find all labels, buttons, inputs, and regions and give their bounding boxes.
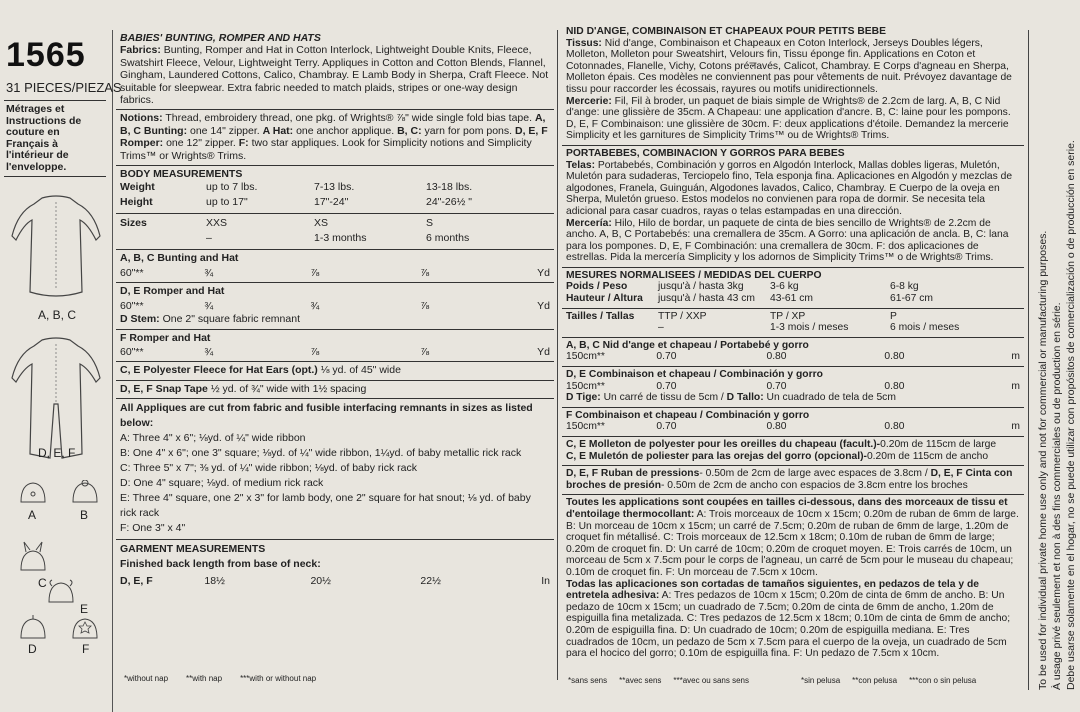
column-divider: [557, 30, 558, 680]
notions-a-text: one anchor applique.: [296, 124, 395, 137]
pattern-number: 1565: [6, 36, 86, 74]
applique-e: E: Three 4" square, one 2" x 3" for lamb body, one 2" square for hat snout; ⅛ yd. of baby rick rack: [120, 492, 531, 520]
footnote: **with nap: [186, 674, 223, 683]
d-tige-label: D Tige:: [566, 392, 601, 404]
fr-de-title: D, E Combinaison et chapeau / Combinación y gorro: [566, 369, 823, 381]
snap-tape-text: ½ yd. of ¾" wide with 1½ spacing: [210, 382, 367, 395]
fabrics-text: Bunting, Romper and Hat in Cotton Interlock, Lightweight Double Knits, Fleece, Swatshirt Fleece, Velour, Lightweight Terry. Appliques in Cotton and Cotton Blends, Flannel, Gingham, Laundered Cottons, Calico, Chambray. E Lamb Body in Sherpa, Craft Fleece. Not suitable for sleepwear. Extra fabric needed to match plaids, stripes or one-way design fabrics.: [120, 44, 549, 107]
sizes-section: [116, 214, 554, 250]
ce-fr-label: C, E Molleton de polyester pour les oreilles du chapeau (facult.)-: [566, 439, 881, 450]
disclaimer-fr: À usage privé seulement et non à des fins commerciales ou de production en série.: [1051, 302, 1063, 690]
notions-bc-text: yarn for pom pons.: [424, 124, 513, 137]
snap-tape-label: D, E, F Snap Tape: [120, 382, 208, 395]
mois-value: 1-3 mois / meses: [770, 322, 849, 334]
height-row: [120, 195, 550, 210]
notions-abc-label: A, B, C Bunting:: [120, 112, 546, 137]
applique-a: A: Three 4" x 6"; ⅛yd. of ¼" wide ribbon: [120, 432, 306, 445]
mesures-title: MESURES NORMALISEES / MEDIDAS DEL CUERPO: [566, 269, 822, 281]
weight-xxs: up to 7 lbs.: [206, 181, 258, 194]
hauteur-value: 61-67 cm: [890, 293, 933, 305]
d-stem-text: One 2" square fabric remnant: [162, 313, 300, 326]
merceria-text: Hilo, Hilo de bordar, un paquete de cinta de bies sencillo de Wrights® de 2.2cm de ancho. A, B, C Portabebés: una cremallera de 35cm. A Gorro: una aplicación de ancla. B, C: lana para los pompones. D, E, F Combinación: una cremallera de 30cm. F: dos aplicaciones de estrellas. Pida la mercería Simplicity y los adornos de Simplicity Trims™ o de Wrights® Trims.: [566, 217, 1009, 264]
meterage-value: 0.80: [884, 380, 905, 392]
height-s: 24"-26½ ": [426, 196, 472, 209]
footnote: ***con o sin pelusa: [909, 676, 977, 685]
yardage-abc: [116, 250, 554, 283]
fr-sizes-section: [562, 309, 1024, 338]
notions-text: Thread, embroidery thread, one pkg. of Wrights® ⅞" wide single fold bias tape.: [165, 112, 533, 125]
mois-row: [566, 322, 1020, 334]
appl-fr-title: Toutes les applications sont coupées en tailles ci-dessous, dans des morceaux de tissu et d'entoilage thermocollant:: [566, 497, 1008, 520]
body-title: BODY MEASUREMENTS: [120, 168, 243, 181]
d-tallo-text: Un cuadrado de tela de 5cm: [766, 392, 896, 404]
poids-value: 6-8 kg: [890, 281, 919, 293]
notions-f-text: two star appliques. Look for Simplicity notions and Simplicity Trims™ or Wrights® Trims.: [120, 137, 532, 162]
d-tallo-label: D Tallo:: [726, 392, 764, 404]
notions-bc-label: B, C:: [397, 124, 422, 137]
notions-def-label: D, E, F Romper:: [120, 124, 548, 150]
english-column: [116, 30, 554, 690]
def-es-text: - 0.50m de 2cm de ancho con espacios de 3.8cm entre los broches: [661, 479, 968, 491]
hat-e-illustration: [46, 578, 76, 606]
hauteur-row: [566, 293, 1020, 305]
weight-s: 13-18 lbs.: [426, 181, 473, 194]
french-instructions-note: Métrages et Instructions de couture en Français à l'intérieur de l'enveloppe.: [4, 100, 106, 177]
french-spanish-column: [562, 24, 1024, 694]
label-c: C: [38, 576, 47, 590]
telas-label: Telas:: [566, 159, 595, 171]
left-column: [0, 30, 122, 712]
footnote: **avec sens: [619, 676, 662, 685]
tailles-label: Tailles / Tallas: [566, 310, 635, 322]
footnote: *sin pelusa: [801, 676, 841, 685]
footnote: **con pelusa: [852, 676, 898, 685]
footnote: *sans sens: [568, 676, 608, 685]
fr-fabrics-section: [562, 24, 1024, 146]
romper-illustration: [8, 334, 104, 464]
telas-text: Portabebés, Combinación y gorros en Algodón Interlock, Mallas dobles ligeras, Muletón, Muletón para sudaderas, Terciopelo fino, Tela esponja fina. Aplicaciones en Algodón y mezclas de algodones, Franela, Guinguán, Algodones lavados, Calico, Chambray. E Cuerpo de la oveja en Sherpa, Muletón grueso. Estos modelos no convienen para ropa de dormir. Se necesita tela adicional para casar cuadros, rayas o telas estampadas en una dirección.: [566, 159, 1013, 217]
yardage-unit: Yd: [537, 266, 550, 279]
weight-xs: 7-13 lbs.: [314, 181, 355, 194]
yardage-f-row: [120, 346, 550, 358]
fr-yardage-f: [562, 408, 1024, 437]
fabric-width: 60"**: [120, 345, 144, 358]
yardage-abc-title: A, B, C Bunting and Hat: [120, 252, 239, 265]
hat-c-illustration: [18, 540, 48, 574]
hat-a-illustration: [18, 480, 48, 506]
sizes-row: [120, 216, 550, 231]
yardage-value: ¾: [204, 266, 214, 279]
size-s: S: [426, 217, 434, 230]
fabric-width: 60"**: [120, 266, 144, 279]
height-xs: 17"-24": [314, 196, 349, 209]
bunting-illustration: [8, 192, 104, 304]
age-xxs: –: [206, 232, 212, 245]
merceria-label: Mercería:: [566, 217, 612, 229]
fr-f-title: F Combinaison et chapeau / Combinación y gorro: [566, 409, 810, 421]
def-es-label: D, E, F Cinta con broches de presión: [566, 468, 1013, 491]
meterage-unit: m: [1011, 351, 1020, 363]
fabrics-section: [116, 30, 554, 110]
hat-b-illustration: [70, 480, 100, 506]
ce-fr-text: 0.20m de 115cm de large: [880, 439, 997, 450]
disclaimer-en: To be used for individual private home use only and not for commercial or manufacturing purposes.: [1037, 230, 1049, 690]
ce-fleece-text: ⅛ yd. of 45" wide: [320, 364, 401, 377]
garment-measurements-section: [116, 540, 554, 592]
notions-label: Notions:: [120, 112, 163, 125]
yardage-unit: Yd: [537, 345, 550, 358]
yardage-de-row: [120, 300, 550, 312]
fabrics-label: Fabrics:: [120, 44, 161, 57]
ce-es-text: 0.20m de 115cm de ancho: [866, 450, 989, 462]
yardage-value: ⅞: [420, 345, 430, 358]
size-xs: XS: [314, 217, 329, 230]
taille-value: P: [890, 310, 897, 322]
mercerie-label: Mercerie:: [566, 95, 612, 107]
hauteur-value: 43-61 cm: [770, 293, 813, 305]
usage-disclaimer: [1034, 30, 1078, 690]
footnote: ***avec ou sans sens: [673, 676, 749, 685]
fabric-width: 150cm**: [566, 380, 605, 392]
label-e: E: [80, 602, 89, 616]
yardage-unit: Yd: [537, 299, 550, 312]
yardage-de: [116, 283, 554, 329]
yardage-value: ¾: [310, 299, 320, 312]
garment-subtitle: Finished back length from base of neck:: [120, 558, 321, 571]
fabric-width: 150cm**: [566, 351, 605, 363]
ce-es-label: C, E Muletón de poliester para las orejas del gorro (opcional)-: [566, 450, 867, 462]
fr-fleece-section: [562, 437, 1024, 466]
d-tige-text: Un carré de tissu de 5cm /: [603, 392, 724, 404]
poids-value: 3-6 kg: [770, 281, 799, 293]
mois-value: 6 mois / meses: [890, 322, 960, 334]
garment-unit: In: [541, 575, 550, 588]
def-fr-label: D, E, F Ruban de pressions: [566, 468, 700, 480]
label-def: D, E, F: [38, 446, 76, 460]
fr-f-row: [566, 421, 1020, 433]
footnote: ***with or without nap: [240, 674, 317, 683]
garment-view: D, E, F: [120, 575, 153, 588]
garment-length: 20½: [310, 575, 331, 588]
garment-row: [120, 574, 550, 589]
pieces-count: 31 PIECES/PIEZAS: [6, 80, 122, 95]
ce-fleece-label: C, E Polyester Fleece for Hat Ears (opt.): [120, 364, 318, 377]
notions-section: [116, 110, 554, 166]
yardage-value: ¾: [204, 299, 214, 312]
fr-footnotes: [562, 674, 1036, 687]
column-divider: [1028, 30, 1029, 690]
yardage-value: ⅞: [420, 299, 430, 312]
appl-es-text: A: Tres pedazos de 10cm x 15cm; 0.20m de cinta de 6mm de ancho. B: Un pedazo de 10cm x 15cm; un cuadrado de 7.5cm; 0.20m de cinta de 6mm de ancho, 1.20m de espiguilla fina metalizada. C: Tres pedazos de 12.5cm x 18cm; 0.10m de cinta de 6mm de ancho; 0.20m de espiguilla fina. D: Un cuadrado de 10cm; 0.20m de espiguilla mediana. E: Tres cuadrados de 10cm, un pedazo de 5cm x 7.5cm para el cuerpo de la oveja, un cuadrado de 5cm para el hocico del gorro; 0.10m de espiguilla fina. F: Un pedazo de 7.5cm x 10cm.: [566, 590, 1011, 660]
mois-value: –: [658, 322, 664, 334]
es-fabrics-section: [562, 146, 1024, 268]
applique-b: B: One 4" x 6"; one 3" square; ⅛yd. of ¼" wide ribbon, 1¼yd. of baby metallic rick rack: [120, 447, 522, 460]
meterage-value: 0.70: [656, 380, 677, 392]
meterage-value: 0.70: [656, 351, 677, 363]
garment-title: GARMENT MEASUREMENTS: [120, 543, 266, 556]
fr-body-section: [562, 268, 1024, 309]
yardage-de-title: D, E Romper and Hat: [120, 285, 225, 298]
yardage-value: ⅞: [310, 345, 320, 358]
yardage-f-title: F Romper and Hat: [120, 331, 211, 344]
size-xxs: XXS: [206, 217, 228, 230]
label-abc: A, B, C: [38, 308, 77, 322]
age-s: 6 months: [426, 232, 470, 245]
poids-row: [566, 281, 1020, 293]
hauteur-label: Hauteur / Altura: [566, 293, 643, 305]
applique-f: F: One 3" x 4": [120, 522, 186, 535]
es-title: PORTABEBES, COMBINACION Y GORROS PARA BEBES: [566, 147, 845, 159]
footnote: *without nap: [124, 674, 169, 683]
applique-c: C: Three 5" x 7"; ⅜ yd. of ¼" wide ribbon; ⅛yd. of baby rick rack: [120, 462, 417, 475]
fr-title: NID D'ANGE, COMBINAISON ET CHAPEAUX POUR PETITS BEBE: [566, 26, 886, 37]
fabric-width: 60"**: [120, 299, 144, 312]
poids-value: jusqu'à / hasta 3kg: [658, 281, 744, 293]
en-footnotes: [116, 672, 570, 685]
meterage-value: 0.80: [884, 351, 905, 363]
fabric-width: 150cm**: [566, 421, 605, 433]
fr-yardage-de: [562, 367, 1024, 408]
appliques-title: All Appliques are cut from fabric and fusible interfacing remnants in sizes as listed below:: [120, 402, 533, 430]
meterage-value: 0.70: [766, 380, 787, 392]
hat-f-illustration: [70, 614, 100, 642]
disclaimer-es: Debe usarse solamente en el hogar, no se puede utilizar con propósitos de comercialización o de producción en serie.: [1065, 140, 1077, 690]
appliques-section: [116, 399, 554, 540]
body-measurements-section: [116, 166, 554, 214]
yardage-value: ⅞: [420, 266, 430, 279]
taille-value: TTP / XXP: [658, 310, 707, 322]
weight-label: Weight: [120, 181, 155, 194]
height-label: Height: [120, 196, 153, 209]
en-title: BABIES' BUNTING, ROMPER AND HATS: [120, 32, 321, 44]
fr-de-row: [566, 381, 1020, 393]
yardage-value: ¾: [204, 345, 214, 358]
age-xs: 1-3 months: [314, 232, 367, 245]
meterage-value: 0.80: [766, 351, 787, 363]
yardage-abc-row: [120, 267, 550, 279]
ages-row: [120, 231, 550, 246]
meterage-unit: m: [1011, 380, 1020, 392]
label-d: D: [28, 642, 37, 656]
meterage-value: 0.80: [884, 421, 905, 433]
notions-abc-text: one 14" zipper.: [190, 124, 260, 137]
fr-snap-section: [562, 466, 1024, 495]
height-xxs: up to 17": [206, 196, 248, 209]
fleece-section: [116, 362, 554, 380]
hauteur-value: jusqu'à / hasta 43 cm: [658, 293, 755, 305]
label-b: B: [80, 508, 89, 522]
d-stem-label: D Stem:: [120, 313, 160, 326]
appl-fr-text: A: Trois morceaux de 10cm x 15cm; 0.20m de ruban de 6mm de large. B: Un morceau de 10cm x 15cm; un carré de 7.5cm; 0.20m de ruban de 6mm de large, 1.20m de croquet fin métallisé. C: Trois morceaux de 12.5cm x 18cm; 0.10m de ruban de 6mm de large; 0.20m de croquet fin. D: Un carré de 10cm; 0.20m de croquet moyen. E: Trois carrés de 10cm, un morceau de 5cm x 7.5cm pour le corps de l'agneau, un carré de 5cm pour le museau du chapeau; 0.10m de croquet fin. F: Un morceau de 7.5cm x 10cm.: [566, 508, 1019, 578]
poids-label: Poids / Peso: [566, 281, 628, 293]
tailles-row: [566, 311, 1020, 323]
meterage-unit: m: [1011, 421, 1020, 433]
fr-appliques-section: [562, 495, 1024, 662]
snap-section: [116, 381, 554, 399]
fr-abc-title: A, B, C Nid d'ange et chapeau / Portabebé y gorro: [566, 339, 809, 351]
fr-yardage-abc: [562, 338, 1024, 367]
label-f: F: [82, 642, 90, 656]
notions-a-label: A Hat:: [262, 124, 294, 137]
applique-d: D: One 4" square; ⅛yd. of medium rick rack: [120, 477, 324, 490]
garment-length: 22½: [420, 575, 441, 588]
mercerie-text: Fil, Fil à broder, un paquet de biais simple de Wrights® de 2.2cm de larg. A, B, C Nid d'ange: une glissière de 35cm. A Chapeau: une application d'ancre. B, C: laine pour les pompons. D, E, F Combinaison: une glissière de 30cm. F: deux applications d'étoile. Demandez la mercerie Simplicity et les garnitures de Simplicity Trims™ ou de Wrights® Trims.: [566, 95, 1011, 142]
meterage-value: 0.80: [766, 421, 787, 433]
taille-value: TP / XP: [770, 310, 806, 322]
garment-length: 18½: [204, 575, 225, 588]
notions-f-label: F:: [238, 137, 249, 150]
yardage-value: ⅞: [310, 266, 320, 279]
label-a: A: [28, 508, 37, 522]
tissus-label: Tissus:: [566, 37, 602, 49]
sizes-label: Sizes: [120, 217, 147, 230]
notions-def-text: one 12" zipper.: [166, 137, 236, 150]
yardage-f: [116, 330, 554, 363]
meterage-value: 0.70: [656, 421, 677, 433]
def-fr-text: - 0.50m de 2cm de large avec espaces de 3.8cm /: [699, 468, 928, 480]
tissus-text: Nid d'ange, Combinaison et Chapeaux en Coton Interlock, Jerseys Doubles légers, Molleton, Molleton pour Sweatshirt, Velours fin, Tissu éponge fin. Applications en Coton et Cotonnades, Flanelle, Vichy, Cotons préलavés, Calicot, Chambray. E Corps d'agneau en Sherpa, Molleton épais. Ces modèles ne conviennent pas pour vêtements de nuit. Prévoyez davantage de tissu pour raccorder les écossais, rayures ou motifs unidirectionnels.: [566, 37, 1012, 95]
hat-d-illustration: [18, 614, 48, 642]
appl-es-title: Todas las aplicaciones son cortadas de tamaños siguientes, en pedazos de tela y de entretela adhesiva:: [566, 578, 979, 602]
fr-abc-row: [566, 351, 1020, 363]
weight-row: [120, 180, 550, 195]
